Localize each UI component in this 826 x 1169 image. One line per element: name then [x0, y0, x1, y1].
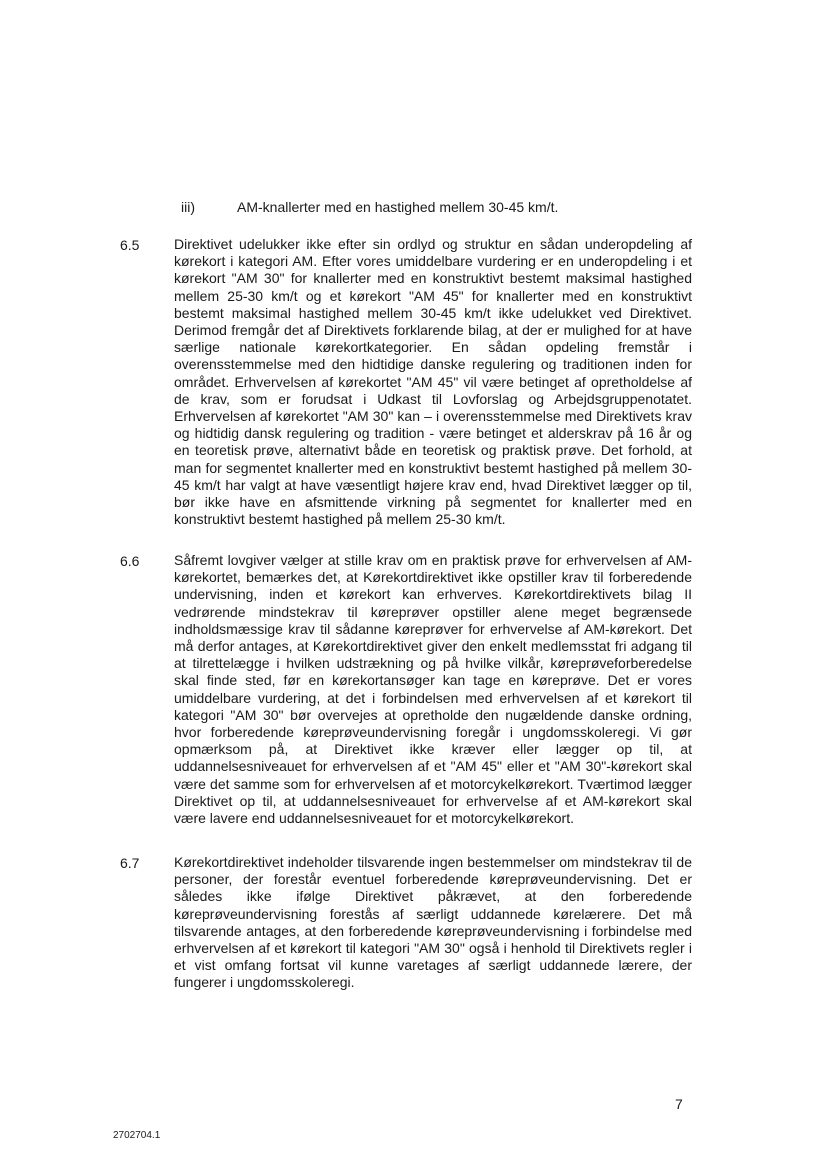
section-paragraph: Såfremt lovgiver vælger at stille krav om en praktisk prøve for erhvervelsen af AM-kørekortet, bemærkes det, at Kørekortdirektivet ikke opstiller krav til forberedende undervisning, inden et kørekort kan erhverves. Kørekortdirektivets bilag II vedrørende mindstekrav til køreprøver opstiller alene meget begrænsede indholdsmæssige krav til sådanne køreprøver for erhvervelse af AM-kørekort. Det må derfor antages, at Kørekortdirektivet giver den enkelt medlemsstat fri adgang til at tilrettelægge i hvilken udstrækning og på hvilke vilkår, køreprøveforberedelse skal finde sted, før en kørekortansøger kan tage en køreprøve. Det er vores umiddelbare vurdering, at det i forbindelsen med erhvervelsen af et kørekort til kategori "AM 30" bør overvejes at opretholde den nugældende danske ordning, hvor forberedende køreprøveundervisning foregår i ungdomsskoleregi. Vi gør opmærksom på, at Direktivet ikke kræver eller lægger op til, at uddannelsesniveauet for erhvervelsen af et "AM 45" eller et "AM 30"-kørekort skal være det samme som for erhvervelsen af et motorcykelkørekort. Tværtimod lægger Direktivet op til, at uddannelsesniveauet for erhvervelse af et AM-kørekort skal være lavere end uddannelsesniveauet for et motorcykelkørekort.	[174, 552, 692, 827]
section-paragraph: Kørekortdirektivet indeholder tilsvarende ingen bestemmelser om mindstekrav til de personer, der forestår eventuel forberedende køreprøveundervisning. Det er således ikke ifølge Direktivet påkrævet, at den forberedende køreprøveundervisning forestås af særligt uddannede kørelærere. Det må tilsvarende antages, at den forberedende køreprøveundervisning i forbindelse med erhvervelsen af et kørekort til kategori "AM 30" også i henhold til Direktivets regler i et vist omfang fortsat vil kunne varetages af særligt uddannede lærere, der fungerer i ungdomsskoleregi.	[174, 854, 692, 991]
section-number: 6.6	[120, 553, 140, 569]
document-id: 2702704.1	[113, 1130, 161, 1141]
page-number: 7	[675, 1096, 683, 1112]
subitem-number: iii)	[181, 199, 195, 215]
section-number: 6.5	[120, 237, 140, 253]
section-paragraph: Direktivet udelukker ikke efter sin ordlyd og struktur en sådan underopdeling af kørekort i kategori AM. Efter vores umiddelbare vurdering er en underopdeling i et kørekort "AM 30" for knallerter med en konstruktivt bestemt maksimal hastighed mellem 25-30 km/t og et kørekort "AM 45" for knallerter med en konstruktivt bestemt maksimal hastighed mellem 30-45 km/t ikke udelukket ved Direktivet. Derimod fremgår det af Direktivets forklarende bilag, at der er mulighed for at have særlige nationale kørekortkategorier. En sådan opdeling fremstår i overensstemmelse med den hidtidige danske regulering og traditionen inden for området. Erhvervelsen af kørekortet "AM 45" vil være betinget af opretholdelse af de krav, som er forudsat i Udkast til Lovforslag og Arbejdsgruppenotatet. Erhvervelsen af kørekortet "AM 30" kan – i overensstemmelse med Direktivets krav og hidtidig dansk regulering og tradition - være betinget et alderskrav på 16 år og en teoretisk prøve, alternativt både en teoretisk og praktisk prøve. Det forhold, at man for segmentet knallerter med en konstruktivt bestemt hastighed på mellem 30-45 km/t har valgt at have væsentligt højere krav end, hvad Direktivet lægger op til, bør ikke have en afsmittende virkning på segmentet for knallerter med en konstruktivt bestemt hastighed på mellem 25-30 km/t.	[174, 236, 692, 528]
section-number: 6.7	[120, 855, 140, 871]
subitem-text: AM-knallerter med en hastighed mellem 30-45 km/t.	[237, 199, 559, 215]
